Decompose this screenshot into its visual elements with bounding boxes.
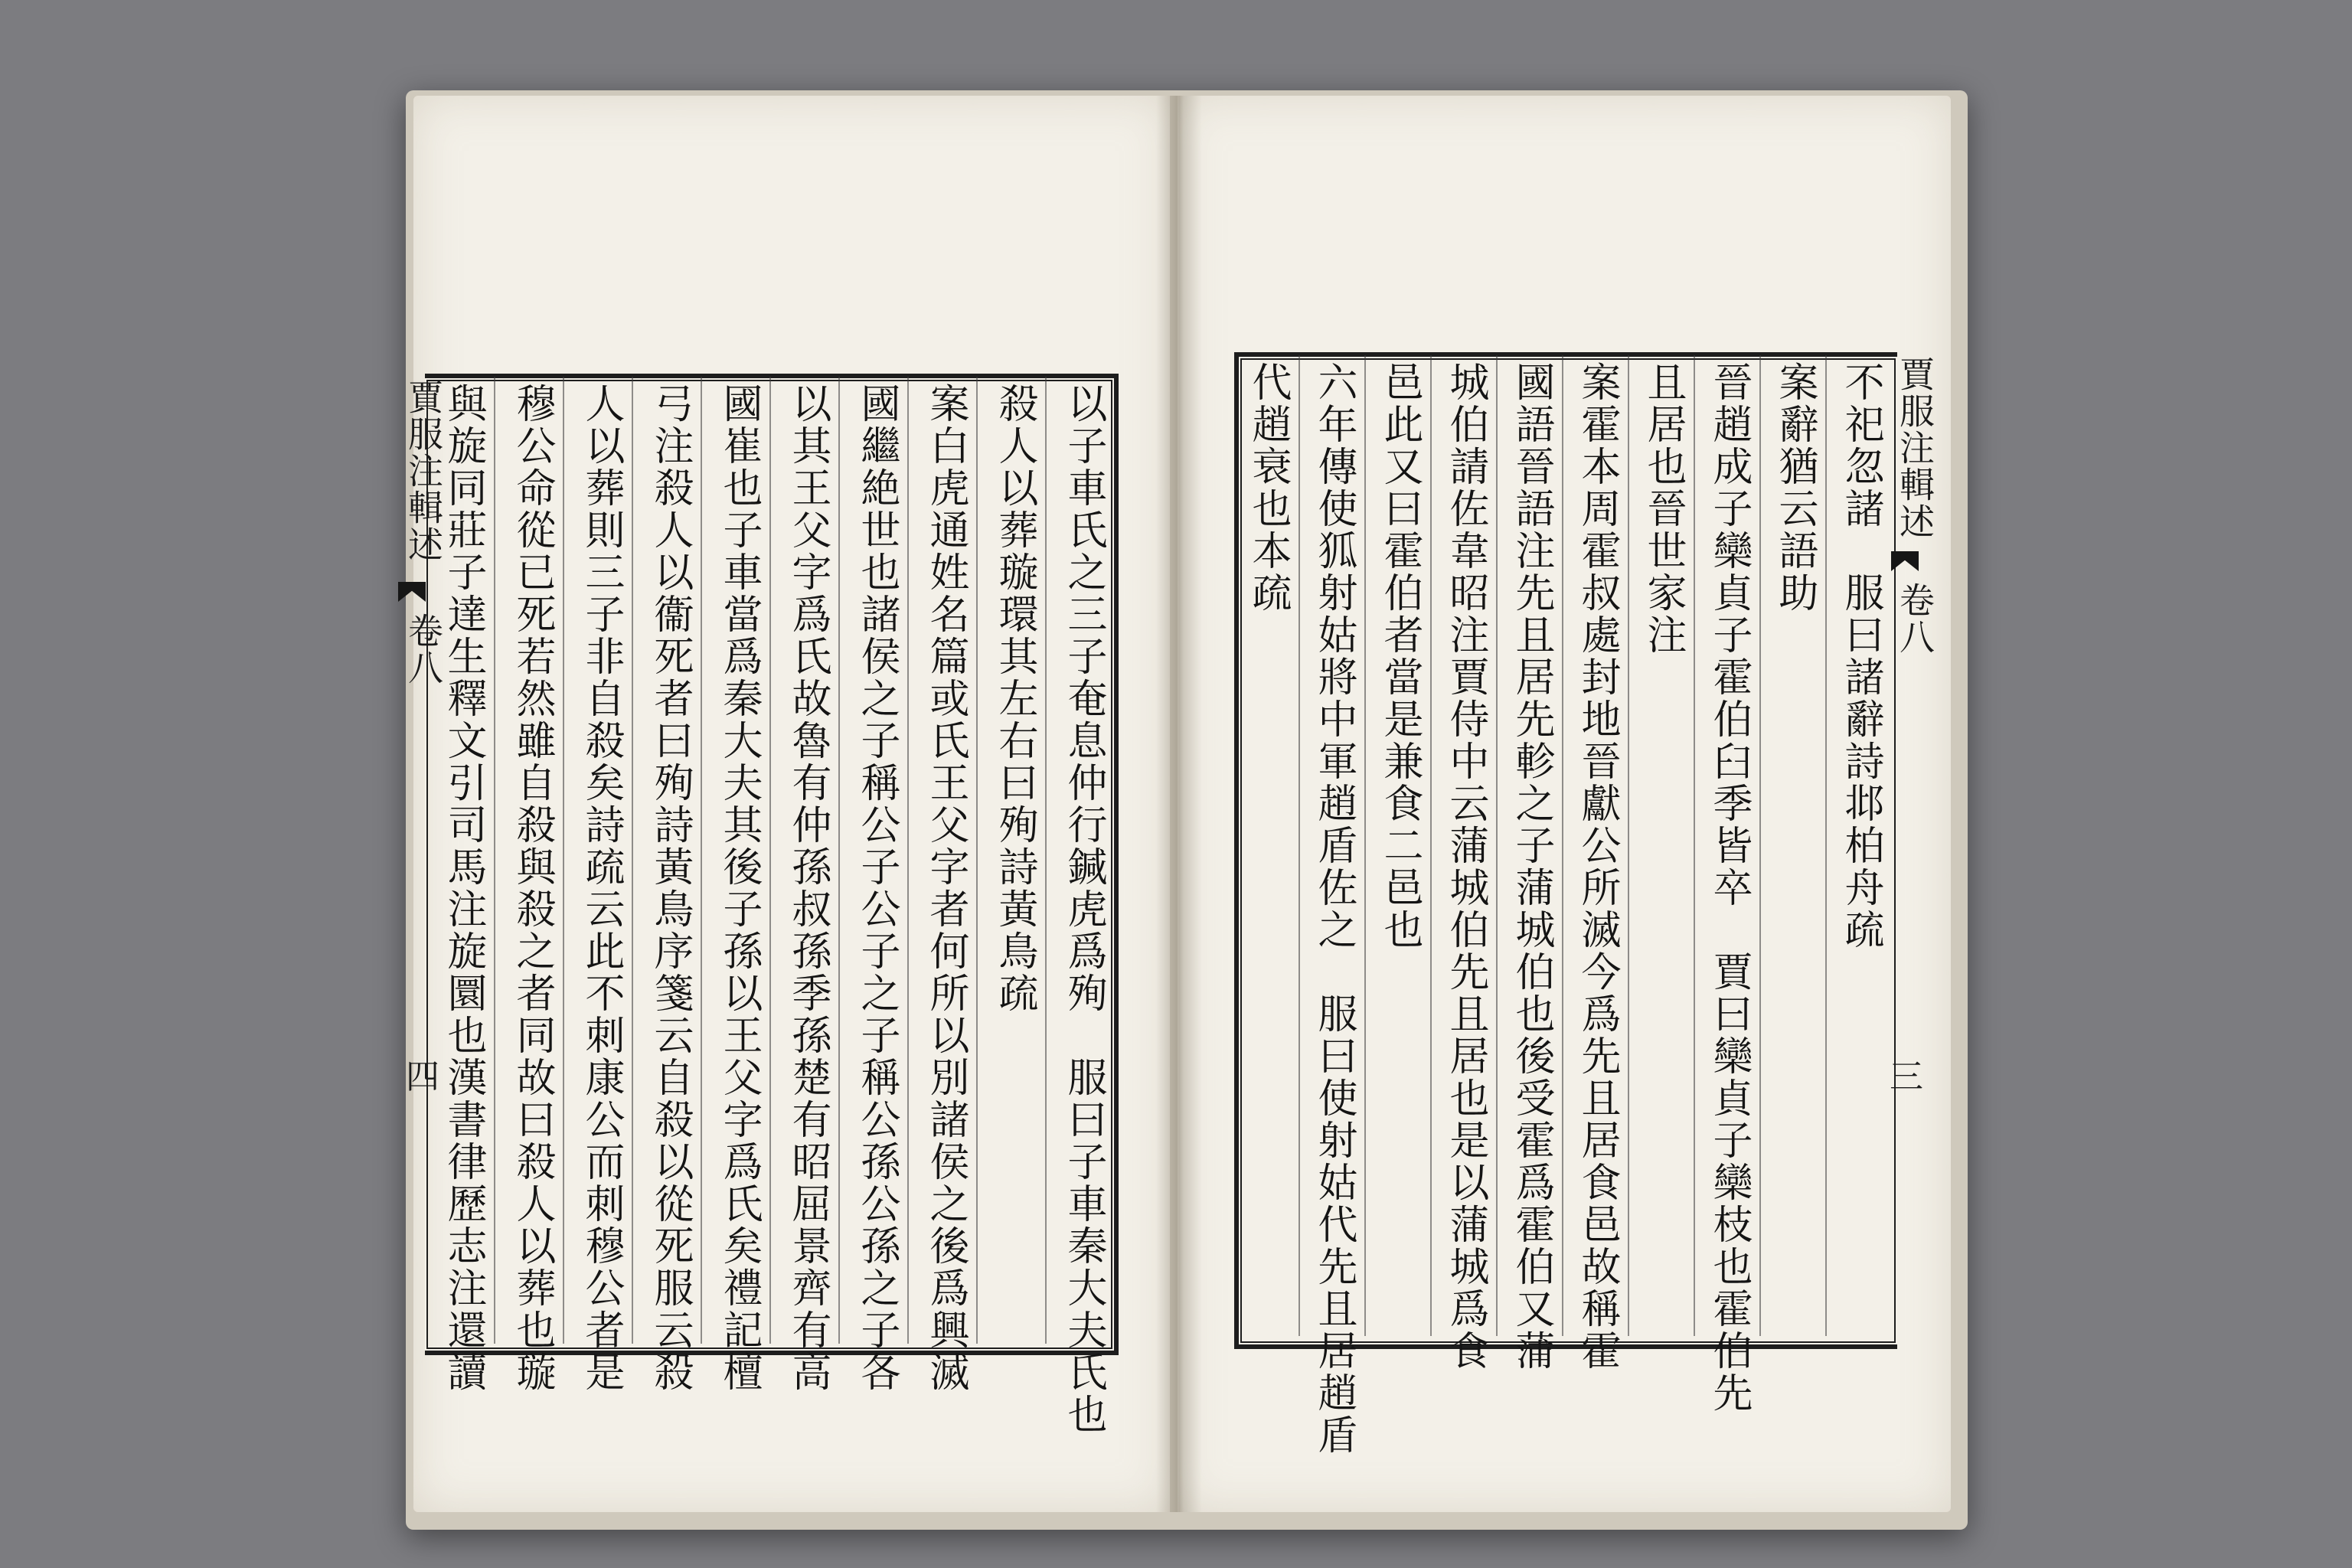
- right-column-rule: [1759, 355, 1761, 1336]
- right-column-3: 晉趙成子欒貞子霍伯臼季皆卒 賈曰欒貞子欒枝也霍伯先: [1706, 361, 1752, 1414]
- right-column-8: 邑此又曰霍伯者當是兼食二邑也: [1377, 361, 1423, 951]
- right-column-rule: [1430, 355, 1432, 1336]
- left-column-4: 國繼絶世也諸侯之子稱公子公子之子稱公孫公孫之子各: [854, 383, 900, 1393]
- right-column-rule: [1562, 355, 1563, 1336]
- right-column-rule: [1694, 355, 1695, 1336]
- left-column-rule: [701, 377, 702, 1344]
- left-column-9: 穆公命從已死若然雖自殺與殺之者同故曰殺人以葬也璇: [509, 383, 555, 1393]
- left-column-rule: [1045, 377, 1047, 1344]
- left-column-6: 國崔也子車當爲秦大夫其後子孫以王父字爲氏矣禮記檀: [716, 383, 762, 1393]
- left-column-5: 以其王父字爲氏故魯有仲孫叔孫季孫楚有昭屈景齊有高: [785, 383, 831, 1393]
- right-column-7: 城伯請佐韋昭注賈侍中云蒲城伯先且居也是以蒲城爲食: [1442, 361, 1488, 1372]
- left-column-rule: [838, 377, 840, 1344]
- right-column-2: 案辭猶云語助: [1772, 361, 1818, 614]
- right-banxin-title: 賈服注輯述: [1894, 356, 1936, 540]
- right-column-10: 代趙衰也本疏: [1245, 361, 1291, 614]
- right-column-rule: [1364, 355, 1366, 1336]
- left-column-rule: [907, 377, 909, 1344]
- right-page-number: 三: [1890, 1057, 1923, 1096]
- left-banxin-title: 賈服注輯述: [403, 379, 444, 563]
- right-column-rule: [1298, 355, 1300, 1336]
- right-column-rule: [1628, 355, 1629, 1336]
- left-column-7: 弓注殺人以衞死者曰殉詩黃鳥序箋云自殺以從死服云殺: [647, 383, 693, 1393]
- left-column-8: 人以葬則三子非自殺矣詩疏云此不刺康公而刺穆公者是: [578, 383, 624, 1393]
- left-column-rule: [494, 377, 495, 1344]
- left-column-10: 與旋同莊子達生釋文引司馬注旋圜也漢書律歷志注還讀: [440, 383, 486, 1393]
- left-banxin-volume: 卷八: [403, 612, 444, 686]
- right-column-rule: [1496, 355, 1498, 1336]
- right-column-6: 國語晉語注先且居先軫之子蒲城伯也後受霍爲霍伯又蒲: [1508, 361, 1554, 1372]
- left-page-number: 四: [406, 1057, 439, 1096]
- left-column-rule: [632, 377, 633, 1344]
- right-column-9: 六年傳使狐射姑將中軍趙盾佐之 服曰使射姑代先且居趙盾: [1311, 361, 1357, 1456]
- right-column-rule: [1825, 355, 1827, 1336]
- left-column-1: 以子車氏之三子奄息仲行鍼虎爲殉 服曰子車秦大夫氏也: [1060, 383, 1106, 1436]
- right-column-5: 案霍本周霍叔處封地晉獻公所滅今爲先且居食邑故稱霍: [1574, 361, 1620, 1372]
- left-column-2: 殺人以葬璇環其左右曰殉詩黃鳥疏: [991, 383, 1037, 1014]
- right-column-1: 不祀忽諸 服曰諸辭詩邶柏舟疏: [1838, 361, 1883, 951]
- left-column-rule: [563, 377, 564, 1344]
- right-banxin-volume: 卷八: [1894, 582, 1936, 655]
- right-column-4: 且居也晉世家注: [1640, 361, 1686, 656]
- left-column-rule: [769, 377, 771, 1344]
- book-gutter: [1156, 96, 1202, 1512]
- left-column-3: 案白虎通姓名篇或氏王父字者何所以別諸侯之後爲興滅: [923, 383, 969, 1393]
- left-column-rule: [976, 377, 978, 1344]
